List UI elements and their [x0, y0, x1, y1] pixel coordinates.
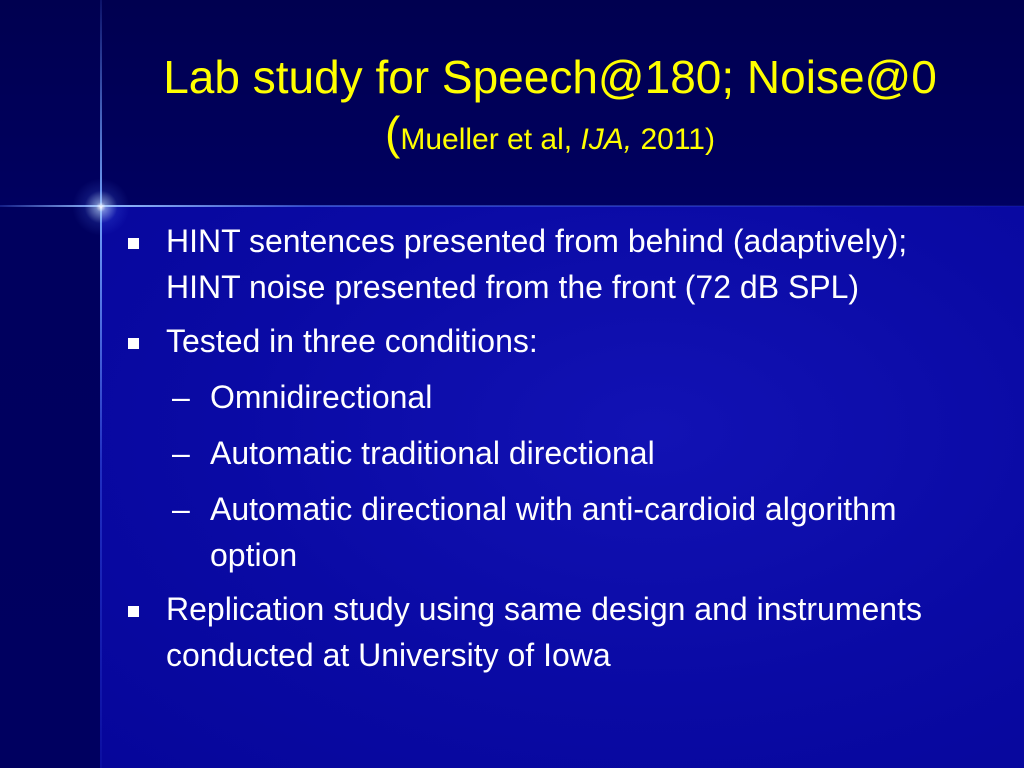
sub-bullet-list	[166, 374, 988, 578]
sub-bullet-text: Automatic traditional directional	[210, 435, 655, 471]
bullet-text: HINT sentences presented from behind (adaptively); HINT noise presented from the front (72 dB SPL)	[166, 223, 908, 305]
citation-open-paren: (	[385, 107, 401, 159]
bullet-item	[128, 586, 988, 678]
slide-title	[0, 48, 1024, 170]
title-citation	[0, 108, 1024, 170]
left-band	[0, 206, 100, 768]
citation-year: 2011)	[632, 123, 715, 156]
bullet-item	[128, 318, 988, 578]
sub-bullet-text: Automatic directional with anti-cardioid algorithm option	[210, 491, 897, 573]
sub-bullet-item	[166, 430, 988, 476]
square-bullet-icon	[128, 606, 139, 617]
citation-authors: Mueller et al,	[400, 123, 581, 156]
square-bullet-icon	[128, 238, 139, 249]
dash-icon: –	[172, 435, 190, 471]
bullet-text: Replication study using same design and instruments conducted at University of Iowa	[166, 591, 922, 673]
dash-icon: –	[172, 379, 190, 415]
bullet-list	[128, 218, 988, 686]
square-bullet-icon	[128, 338, 139, 349]
sub-bullet-text: Omnidirectional	[210, 379, 433, 415]
sparkle-icon	[72, 178, 130, 236]
horizontal-accent-line	[0, 205, 1024, 207]
sub-bullet-item	[166, 374, 988, 420]
dash-icon: –	[172, 491, 190, 527]
bullet-text: Tested in three conditions:	[166, 323, 538, 359]
citation-journal: IJA,	[580, 123, 633, 156]
bullet-item	[128, 218, 988, 310]
sub-bullet-item	[166, 486, 988, 578]
title-line-1: Lab study for Speech@180; Noise@0	[163, 51, 937, 103]
